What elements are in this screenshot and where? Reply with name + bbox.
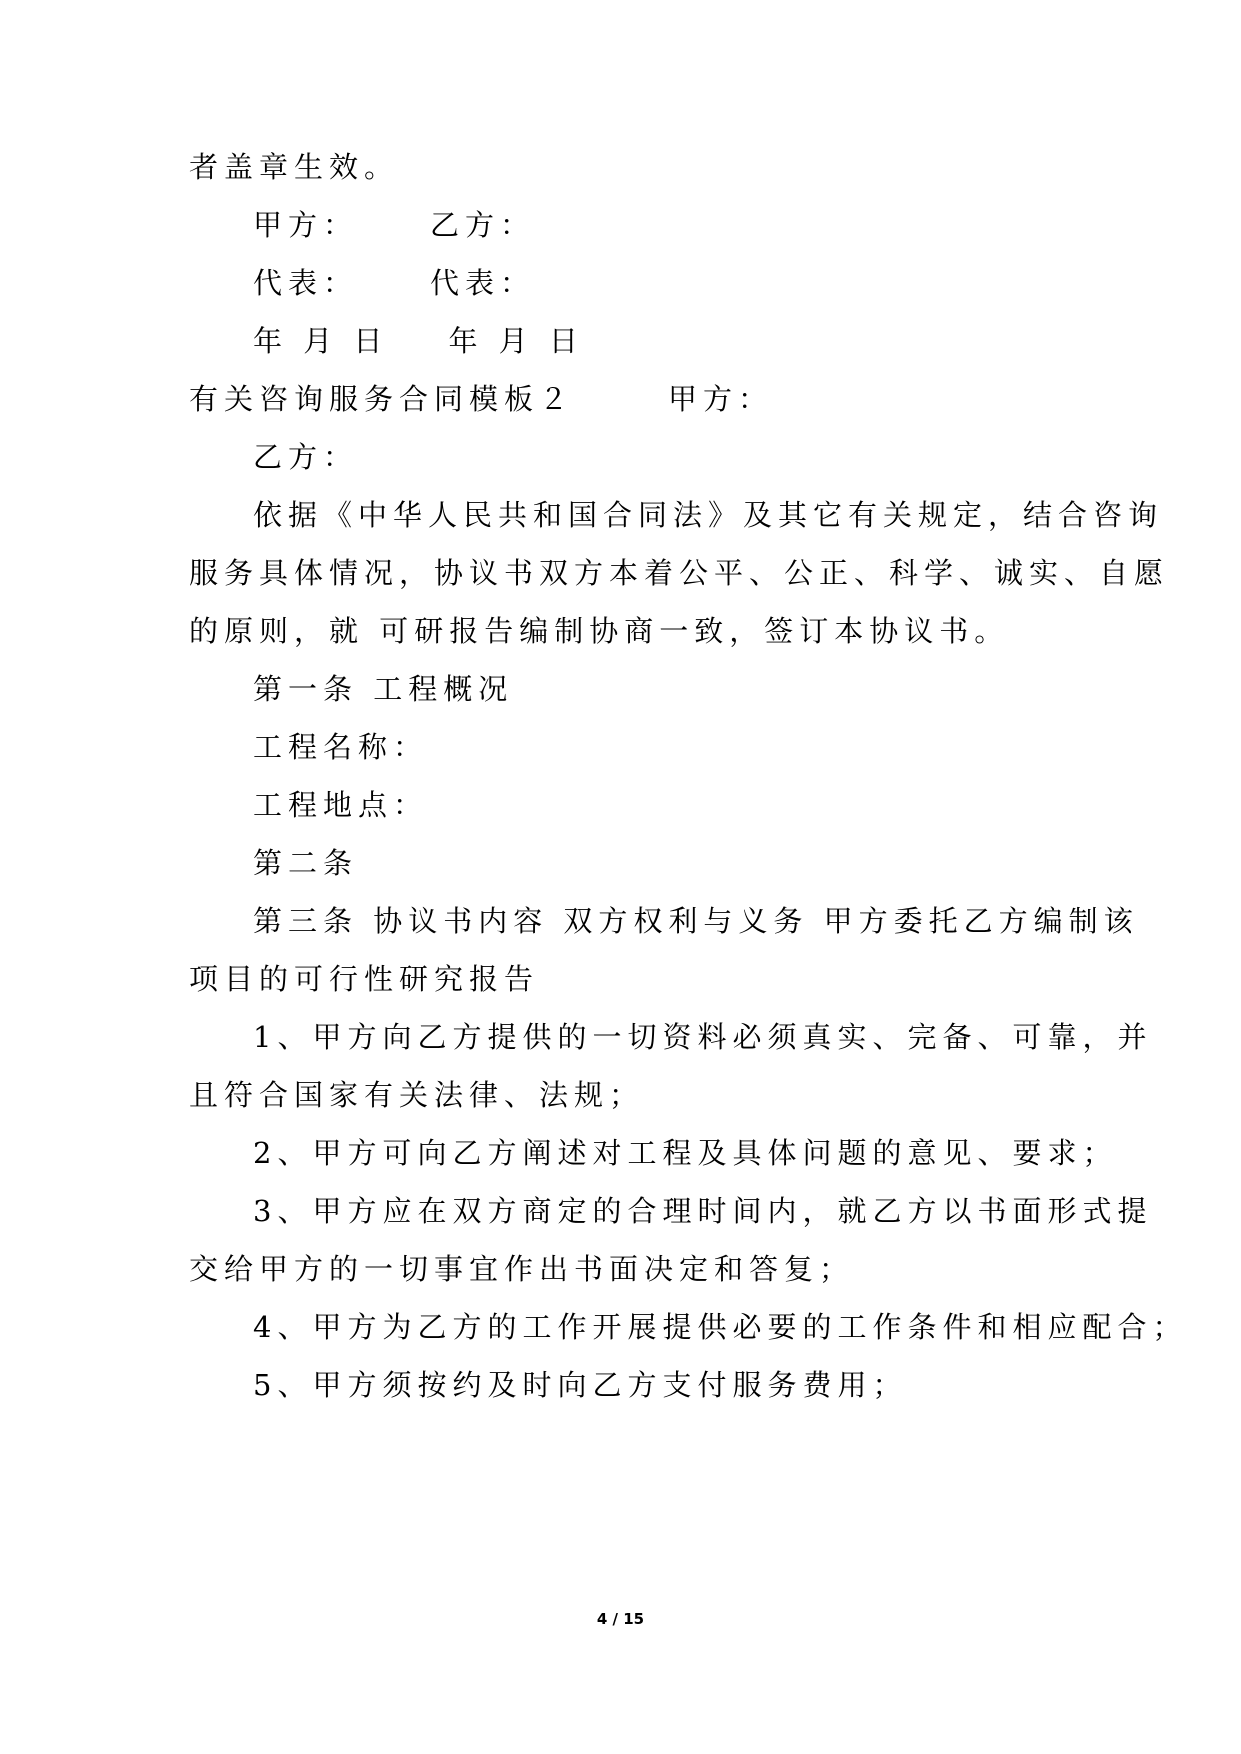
date-b-label: 年 月 日 [448,324,584,358]
representative-b-label: 代表： [430,266,536,300]
list-item-continuation: 且符合国家有关法律、法规； [189,1078,645,1112]
paragraph-line: 工程名称： [253,730,429,764]
page-number: 4 / 15 [596,1610,645,1628]
party-a-label: 甲方： [253,208,359,242]
party-a-label: 甲方： [668,382,774,416]
template-title: 有关咨询服务合同模板２ [189,382,575,416]
signature-row-representative [253,263,535,303]
article-heading: 第二条 [253,846,359,880]
signature-row-party [253,205,535,245]
paragraph-line: 者盖章生效。 [189,150,400,184]
party-b-label: 乙方： [430,208,536,242]
paragraph-line: 依据《中华人民共和国合同法》及其它有关规定，结合咨询 [253,498,1164,532]
paragraph-line: 第三条 协议书内容 双方权利与义务 甲方委托乙方编制该 [253,904,1139,938]
paragraph-line: 服务具体情况，协议书双方本着公平、公正、科学、诚实、自愿 [189,556,1170,590]
article-heading: 第一条 工程概况 [253,672,514,706]
representative-a-label: 代表： [253,266,359,300]
list-item: 2、甲方可向乙方阐述对工程及具体问题的意见、要求； [253,1136,1118,1170]
list-item: 1、甲方向乙方提供的一切资料必须真实、完备、可靠，并 [253,1020,1153,1054]
date-a-label: 年 月 日 [253,324,389,358]
paragraph-line: 项目的可行性研究报告 [189,962,540,996]
list-item-continuation: 交给甲方的一切事宜作出书面决定和答复； [189,1252,855,1286]
list-item: 3、甲方应在双方商定的合理时间内，就乙方以书面形式提 [253,1194,1153,1228]
party-b-line: 乙方： [253,440,359,474]
paragraph-line: 的原则，就 可研报告编制协商一致，签订本协议书。 [189,614,1010,648]
list-item: 5、甲方须按约及时向乙方支付服务费用； [253,1368,908,1402]
contract-template-heading [189,379,773,419]
paragraph-line: 工程地点： [253,788,429,822]
signature-row-date [253,321,584,361]
list-item: 4、甲方为乙方的工作开展提供必要的工作条件和相应配合； [253,1310,1188,1344]
